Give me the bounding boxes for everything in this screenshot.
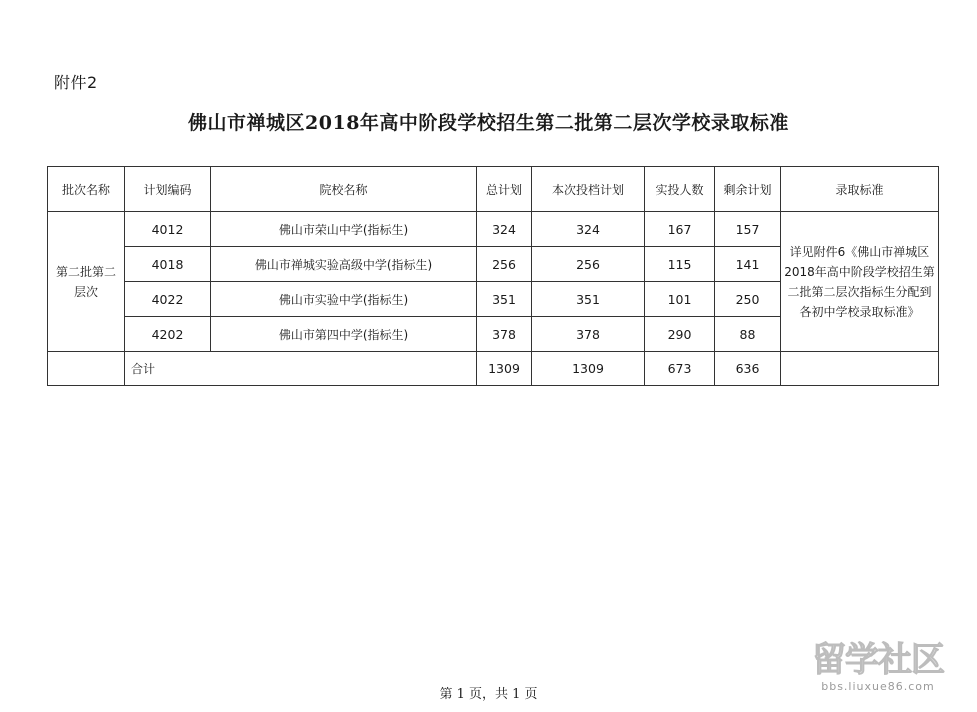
plan-code-cell: 4018 bbox=[125, 247, 211, 282]
enrolled-cell: 167 bbox=[645, 212, 715, 247]
watermark-url: bbs.liuxue86.com bbox=[821, 680, 935, 693]
remaining-cell: 141 bbox=[715, 247, 781, 282]
batch-name-cell: 第二批第二层次 bbox=[48, 212, 125, 352]
total-row bbox=[48, 352, 939, 386]
attachment-label: 附件2 bbox=[54, 73, 98, 92]
watermark-brand: 留学社区 bbox=[812, 640, 944, 680]
header-total-plan: 总计划 bbox=[477, 167, 532, 212]
total-plan-cell: 324 bbox=[477, 212, 532, 247]
current-plan-cell: 324 bbox=[532, 212, 645, 247]
plan-code-cell: 4202 bbox=[125, 317, 211, 352]
enrolled-cell: 115 bbox=[645, 247, 715, 282]
total-empty-cell bbox=[48, 352, 125, 386]
remaining-cell: 250 bbox=[715, 282, 781, 317]
header-enrolled: 实投人数 bbox=[645, 167, 715, 212]
plan-code-cell: 4012 bbox=[125, 212, 211, 247]
enrolled-cell: 101 bbox=[645, 282, 715, 317]
total-plan-sum: 1309 bbox=[477, 352, 532, 386]
total-plan-cell: 378 bbox=[477, 317, 532, 352]
page-footer: 第 1 页，共 1 页 bbox=[439, 687, 538, 702]
school-name-cell: 佛山市实验中学(指标生) bbox=[211, 282, 477, 317]
school-name-cell: 佛山市第四中学(指标生) bbox=[211, 317, 477, 352]
admission-table bbox=[47, 166, 939, 386]
watermark bbox=[793, 640, 963, 700]
remaining-cell: 157 bbox=[715, 212, 781, 247]
current-plan-cell: 351 bbox=[532, 282, 645, 317]
header-plan-code: 计划编码 bbox=[125, 167, 211, 212]
header-current-plan: 本次投档计划 bbox=[532, 167, 645, 212]
total-criteria-empty-cell bbox=[781, 352, 939, 386]
current-plan-cell: 378 bbox=[532, 317, 645, 352]
remaining-cell: 88 bbox=[715, 317, 781, 352]
total-label: 合计 bbox=[125, 352, 477, 386]
header-criteria: 录取标准 bbox=[781, 167, 939, 212]
school-name-cell: 佛山市荣山中学(指标生) bbox=[211, 212, 477, 247]
total-plan-cell: 351 bbox=[477, 282, 532, 317]
document-title: 佛山市禅城区2018年高中阶段学校招生第二批第二层次学校录取标准 bbox=[188, 112, 789, 134]
total-plan-cell: 256 bbox=[477, 247, 532, 282]
header-batch-name: 批次名称 bbox=[48, 167, 125, 212]
enrolled-sum: 673 bbox=[645, 352, 715, 386]
header-row bbox=[48, 167, 939, 212]
remaining-sum: 636 bbox=[715, 352, 781, 386]
table-row bbox=[48, 212, 939, 247]
criteria-cell: 详见附件6《佛山市禅城区2018年高中阶段学校招生第二批第二层次指标生分配到各初中学校录取标准》 bbox=[781, 212, 939, 352]
plan-code-cell: 4022 bbox=[125, 282, 211, 317]
enrolled-cell: 290 bbox=[645, 317, 715, 352]
current-plan-cell: 256 bbox=[532, 247, 645, 282]
header-remaining: 剩余计划 bbox=[715, 167, 781, 212]
school-name-cell: 佛山市禅城实验高级中学(指标生) bbox=[211, 247, 477, 282]
header-school-name: 院校名称 bbox=[211, 167, 477, 212]
current-plan-sum: 1309 bbox=[532, 352, 645, 386]
